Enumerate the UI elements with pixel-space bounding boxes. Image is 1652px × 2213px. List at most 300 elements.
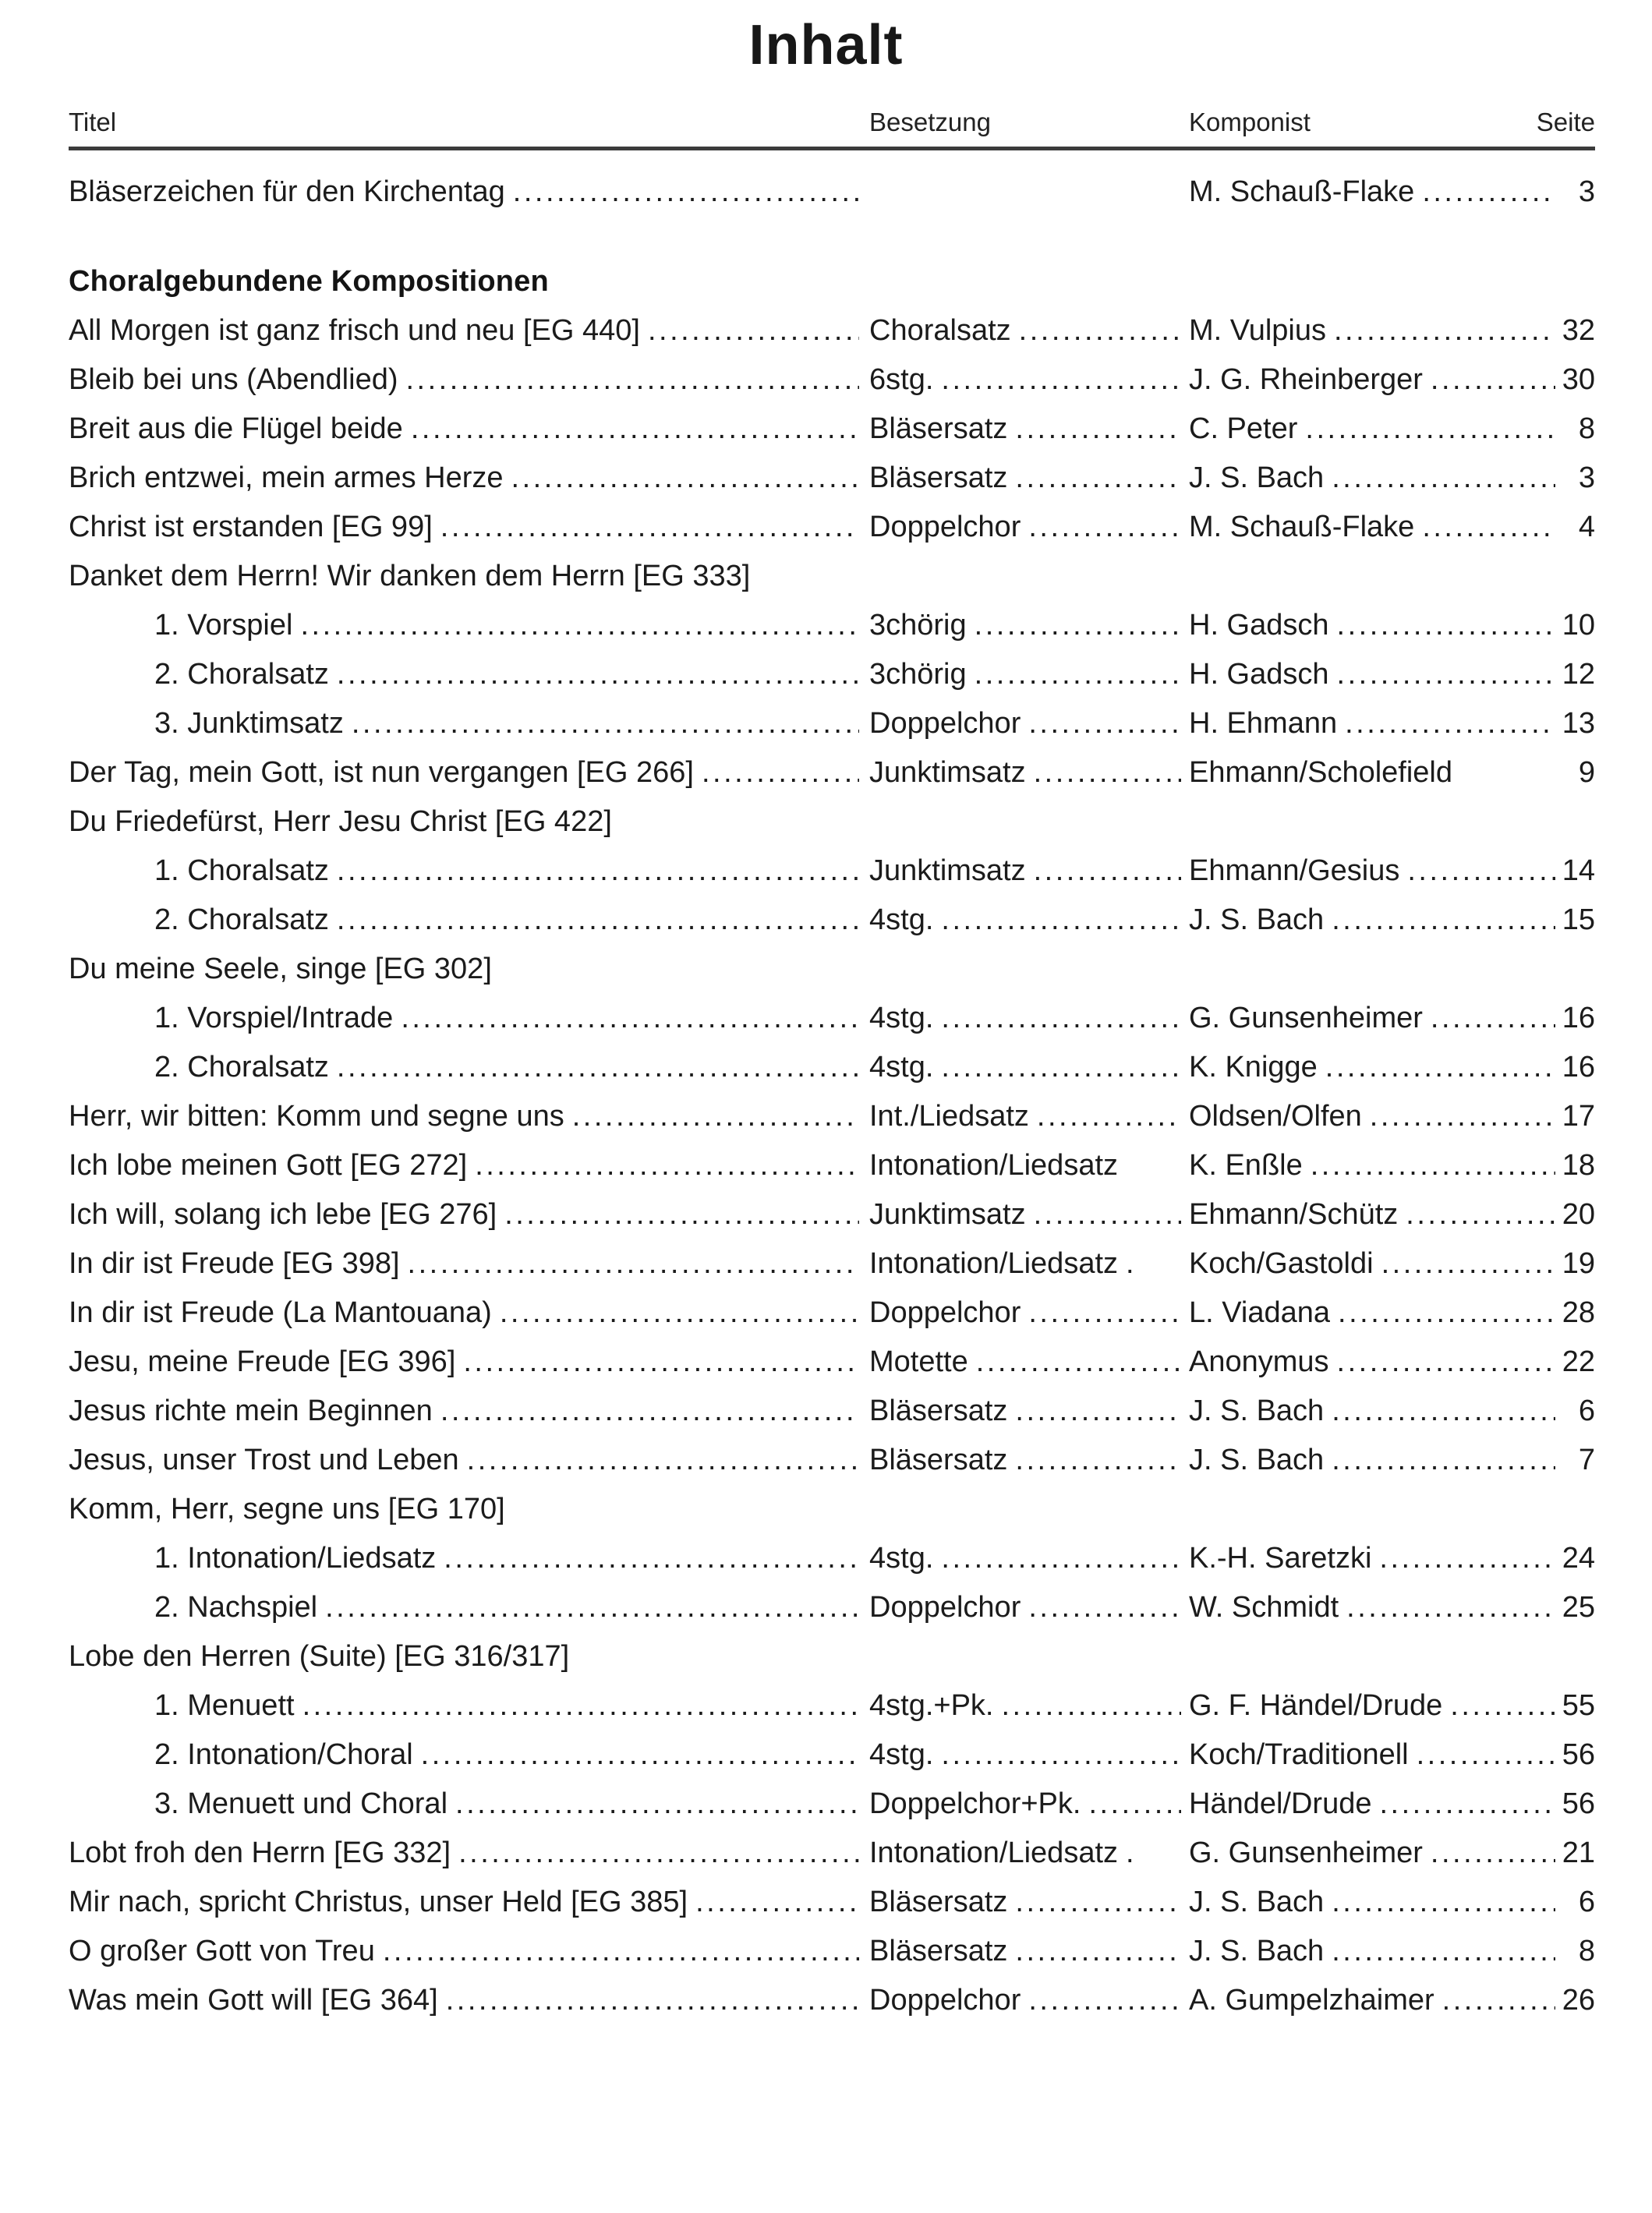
table-row[interactable] (69, 1534, 1595, 1583)
cell-titel (69, 1976, 865, 2025)
cell-komponist (1189, 896, 1562, 945)
cell-seite: 56 (1562, 1738, 1595, 1771)
cell-titel (69, 1927, 865, 1976)
dot-leader (648, 306, 859, 355)
cell-besetzung (869, 503, 1187, 552)
column-header-besetzung: Besetzung (869, 108, 991, 136)
komponist-text: Händel/Drude (1189, 1787, 1372, 1820)
titel-text: In dir ist Freude (La Mantouana) (69, 1296, 492, 1329)
cell-seite: 8 (1578, 1935, 1595, 1967)
cell-seite: 18 (1562, 1149, 1595, 1182)
table-row[interactable] (69, 847, 1595, 896)
cell-komponist (1189, 355, 1562, 405)
dot-leader (1332, 896, 1555, 945)
dot-leader (467, 1436, 859, 1485)
cell-besetzung (869, 405, 1187, 454)
titel-text: 2. Choralsatz (154, 903, 329, 936)
cell-seite: 4 (1578, 511, 1595, 543)
besetzung-text: 6stg. (869, 363, 934, 396)
cell-komponist (1189, 405, 1562, 454)
dot-leader (1332, 1387, 1555, 1436)
dot-leader (1034, 1190, 1181, 1239)
besetzung-text: Bläsersatz (869, 461, 1008, 494)
dot-leader (401, 994, 859, 1043)
table-row[interactable] (69, 1681, 1595, 1730)
besetzung-text: Intonation/Liedsatz (869, 1149, 1119, 1182)
group-title[interactable]: Du meine Seele, singe [EG 302] (69, 953, 492, 985)
komponist-text: Anonymus (1189, 1345, 1329, 1378)
table-row[interactable] (69, 1141, 1595, 1190)
besetzung-text: Doppelchor+Pk. (869, 1787, 1081, 1820)
cell-besetzung (869, 1927, 1187, 1976)
cell-titel (154, 1730, 865, 1780)
komponist-text: A. Gumpelzhaimer (1189, 1984, 1434, 2017)
cell-komponist (1189, 650, 1562, 699)
cell-titel (154, 1534, 865, 1583)
komponist-text: J. S. Bach (1189, 1935, 1325, 1967)
cell-titel (69, 306, 865, 355)
cell-besetzung (869, 847, 1187, 896)
dot-leader (941, 355, 1181, 405)
besetzung-text: 4stg. (869, 1542, 934, 1575)
komponist-text: C. Peter (1189, 412, 1298, 445)
dot-leader (337, 847, 859, 896)
cell-titel (69, 1338, 865, 1387)
cell-seite: 9 (1578, 756, 1595, 789)
cell-seite: 28 (1562, 1296, 1595, 1329)
titel-text: All Morgen ist ganz frisch und neu [EG 440] (69, 314, 640, 347)
dot-leader (941, 896, 1181, 945)
cell-seite: 10 (1562, 609, 1595, 642)
dot-leader (1019, 306, 1181, 355)
dot-leader (572, 1092, 859, 1141)
dot-leader (1037, 1092, 1181, 1141)
dot-leader (1332, 1436, 1555, 1485)
titel-text: 2. Nachspiel (154, 1591, 318, 1624)
table-row[interactable] (69, 1976, 1595, 2025)
dot-leader (446, 1976, 859, 2025)
cell-titel (154, 1043, 865, 1092)
table-row[interactable] (69, 601, 1595, 650)
dot-leader (504, 1190, 859, 1239)
cell-titel (154, 896, 865, 945)
cell-besetzung (869, 1289, 1187, 1338)
dot-leader (1305, 405, 1555, 454)
komponist-text: K.-H. Saretzki (1189, 1542, 1372, 1575)
cell-titel (69, 1387, 865, 1436)
cell-titel (154, 1681, 865, 1730)
cell-besetzung (869, 1780, 1187, 1829)
komponist-text: M. Vulpius (1189, 314, 1326, 347)
cell-komponist (1189, 1780, 1562, 1829)
dot-leader (1015, 1436, 1181, 1485)
table-row[interactable] (69, 1829, 1595, 1878)
column-header-komponist: Komponist (1189, 108, 1311, 136)
table-row[interactable] (69, 1338, 1595, 1387)
besetzung-text: Bläsersatz (869, 1935, 1008, 1967)
komponist-text: H. Gadsch (1189, 609, 1329, 642)
besetzung-text: 3chörig (869, 609, 967, 642)
dot-leader (975, 601, 1181, 650)
cell-besetzung (869, 454, 1187, 503)
dot-leader (941, 1534, 1181, 1583)
dot-leader (1015, 454, 1181, 503)
komponist-text: Ehmann/Gesius (1189, 854, 1400, 887)
dot-leader (337, 896, 859, 945)
dot-leader (1126, 1239, 1134, 1289)
cell-komponist (1189, 1092, 1562, 1141)
komponist-text: W. Schmidt (1189, 1591, 1339, 1624)
komponist-text: K. Knigge (1189, 1051, 1318, 1084)
dot-leader (1337, 1338, 1555, 1387)
toc-table (69, 108, 1595, 2025)
besetzung-text: 4stg.+Pk. (869, 1689, 994, 1722)
cell-titel (69, 1141, 865, 1190)
cell-seite: 3 (1578, 175, 1595, 208)
titel-text: O großer Gott von Treu (69, 1935, 375, 1967)
titel-text: Breit aus die Flügel beide (69, 412, 403, 445)
cell-besetzung (869, 1239, 1187, 1289)
cell-besetzung (869, 355, 1187, 405)
besetzung-text: Junktimsatz (869, 1198, 1026, 1231)
cell-seite: 24 (1562, 1542, 1595, 1575)
dot-leader (1028, 1976, 1181, 2025)
cell-besetzung (869, 994, 1187, 1043)
cell-besetzung (869, 1878, 1187, 1927)
dot-leader (440, 1387, 859, 1436)
table-row[interactable] (69, 1436, 1595, 1485)
cell-besetzung (869, 1976, 1187, 2025)
table-row[interactable] (69, 1092, 1595, 1141)
cell-titel (154, 699, 865, 748)
dot-leader (1337, 601, 1555, 650)
besetzung-text: Intonation/Liedsatz (869, 1247, 1119, 1280)
column-header-titel: Titel (69, 108, 117, 136)
column-header-row (69, 108, 1595, 143)
table-row[interactable] (69, 405, 1595, 454)
cell-titel (69, 1878, 865, 1927)
titel-text: 1. Vorspiel (154, 609, 293, 642)
titel-text: 1. Intonation/Liedsatz (154, 1542, 437, 1575)
dot-leader (1028, 699, 1181, 748)
group-title[interactable]: Komm, Herr, segne uns [EG 170] (69, 1493, 505, 1525)
table-row[interactable] (69, 454, 1595, 503)
cell-komponist (1189, 748, 1562, 797)
titel-text: Lobt froh den Herrn [EG 332] (69, 1837, 451, 1869)
komponist-text: Oldsen/Olfen (1189, 1100, 1362, 1133)
cell-komponist (1189, 1141, 1562, 1190)
besetzung-text: 4stg. (869, 1051, 934, 1084)
cell-titel (154, 1780, 865, 1829)
cell-seite: 3 (1578, 461, 1595, 494)
titel-text: Jesus, unser Trost und Leben (69, 1444, 459, 1476)
table-row[interactable] (69, 168, 1595, 217)
table-row[interactable] (69, 650, 1595, 699)
komponist-text: L. Viadana (1189, 1296, 1331, 1329)
komponist-text: Ehmann/Schütz (1189, 1198, 1399, 1231)
cell-komponist (1189, 1829, 1562, 1878)
table-row[interactable] (69, 1190, 1595, 1239)
table-row[interactable] (69, 1043, 1595, 1092)
cell-komponist (1189, 454, 1562, 503)
komponist-text: J. S. Bach (1189, 461, 1325, 494)
besetzung-text: Bläsersatz (869, 1395, 1008, 1427)
titel-text: 1. Choralsatz (154, 854, 329, 887)
komponist-text: H. Ehmann (1189, 707, 1338, 740)
cell-seite: 6 (1578, 1886, 1595, 1918)
titel-text: 2. Intonation/Choral (154, 1738, 413, 1771)
dot-leader (511, 454, 859, 503)
dot-leader (1346, 1583, 1555, 1632)
cell-seite: 21 (1562, 1837, 1595, 1869)
dot-leader (458, 1829, 859, 1878)
titel-text: 3. Junktimsatz (154, 707, 344, 740)
dot-leader (1345, 699, 1555, 748)
column-header-seite: Seite (1536, 108, 1595, 136)
dot-leader (302, 1681, 859, 1730)
table-row[interactable] (69, 994, 1595, 1043)
table-row[interactable] (69, 1730, 1595, 1780)
cell-komponist (1189, 994, 1562, 1043)
dot-leader (1337, 650, 1555, 699)
cell-komponist (1189, 1878, 1562, 1927)
dot-leader (1334, 306, 1555, 355)
cell-komponist (1189, 168, 1562, 217)
cell-komponist (1189, 1976, 1562, 2025)
table-row[interactable] (69, 503, 1595, 552)
dot-leader (1001, 1681, 1181, 1730)
cell-titel (154, 650, 865, 699)
titel-text: In dir ist Freude [EG 398] (69, 1247, 400, 1280)
table-row[interactable] (69, 1878, 1595, 1927)
dot-leader (411, 405, 859, 454)
cell-seite: 19 (1562, 1247, 1595, 1280)
komponist-text: J. S. Bach (1189, 1395, 1325, 1427)
komponist-text: G. Gunsenheimer (1189, 1837, 1423, 1869)
dot-leader (300, 601, 859, 650)
besetzung-text: Junktimsatz (869, 854, 1026, 887)
besetzung-text: Choralsatz (869, 314, 1011, 347)
cell-komponist (1189, 1043, 1562, 1092)
cell-komponist (1189, 1289, 1562, 1338)
table-row[interactable] (69, 1387, 1595, 1436)
dot-leader (337, 650, 859, 699)
komponist-text: G. Gunsenheimer (1189, 1002, 1423, 1034)
dot-leader (1028, 1289, 1181, 1338)
cell-besetzung (869, 1534, 1187, 1583)
dot-leader (1015, 1927, 1181, 1976)
cell-besetzung (869, 1583, 1187, 1632)
titel-text: Ich lobe meinen Gott [EG 272] (69, 1149, 468, 1182)
titel-text: Herr, wir bitten: Komm und segne uns (69, 1100, 564, 1133)
cell-besetzung (869, 699, 1187, 748)
dot-leader (337, 1043, 859, 1092)
cell-besetzung (869, 1043, 1187, 1092)
dot-leader (383, 1927, 859, 1976)
cell-titel (69, 454, 865, 503)
cell-titel (69, 503, 865, 552)
cell-besetzung (869, 1338, 1187, 1387)
cell-komponist (1189, 1534, 1562, 1583)
toc-rows (69, 168, 1595, 2025)
cell-titel (154, 994, 865, 1043)
cell-komponist (1189, 306, 1562, 355)
komponist-text: M. Schauß-Flake (1189, 511, 1415, 543)
komponist-text: Koch/Traditionell (1189, 1738, 1409, 1771)
table-row[interactable] (69, 1239, 1595, 1289)
table-row[interactable] (69, 1583, 1595, 1632)
cell-titel (154, 1583, 865, 1632)
cell-seite: 13 (1562, 707, 1595, 740)
besetzung-text: Intonation/Liedsatz (869, 1837, 1119, 1869)
cell-komponist (1189, 1583, 1562, 1632)
table-row[interactable] (69, 355, 1595, 405)
cell-seite: 30 (1562, 363, 1595, 396)
titel-text: 2. Choralsatz (154, 658, 329, 691)
cell-titel (69, 1190, 865, 1239)
table-row[interactable] (69, 699, 1595, 748)
dot-leader (408, 1239, 859, 1289)
dot-leader (941, 994, 1181, 1043)
dot-leader (463, 1338, 859, 1387)
table-row[interactable] (69, 1927, 1595, 1976)
cell-besetzung (869, 650, 1187, 699)
titel-text: Ich will, solang ich lebe [EG 276] (69, 1198, 497, 1231)
dot-leader (1332, 454, 1555, 503)
cell-komponist (1189, 1338, 1562, 1387)
cell-seite: 15 (1562, 903, 1595, 936)
section-heading: Choralgebundene Kompositionen (69, 265, 549, 298)
komponist-text: H. Gadsch (1189, 658, 1329, 691)
dot-leader (1126, 1829, 1134, 1878)
dot-leader (444, 1534, 859, 1583)
cell-besetzung (869, 896, 1187, 945)
besetzung-text: Junktimsatz (869, 756, 1026, 789)
besetzung-text: Motette (869, 1345, 968, 1378)
table-row[interactable] (69, 1780, 1595, 1829)
cell-seite: 17 (1562, 1100, 1595, 1133)
besetzung-text: Int./Liedsatz (869, 1100, 1029, 1133)
titel-text: Christ ist erstanden [EG 99] (69, 511, 433, 543)
header-divider (69, 147, 1595, 150)
dot-leader (352, 699, 859, 748)
cell-seite: 7 (1578, 1444, 1595, 1476)
komponist-text: G. F. Händel/Drude (1189, 1689, 1443, 1722)
cell-besetzung (869, 1141, 1187, 1190)
cell-komponist (1189, 1730, 1562, 1780)
titel-text: Was mein Gott will [EG 364] (69, 1984, 438, 2017)
cell-besetzung (869, 168, 1187, 217)
titel-text: Jesus richte mein Beginnen (69, 1395, 433, 1427)
table-row[interactable] (69, 1289, 1595, 1338)
besetzung-text: 4stg. (869, 1738, 934, 1771)
komponist-text: M. Schauß-Flake (1189, 175, 1415, 208)
cell-besetzung (869, 306, 1187, 355)
cell-komponist (1189, 1387, 1562, 1436)
titel-text: Brich entzwei, mein armes Herze (69, 461, 504, 494)
cell-titel (69, 1436, 865, 1485)
titel-text: 1. Vorspiel/Intrade (154, 1002, 394, 1034)
dot-leader (1034, 847, 1181, 896)
page-title: Inhalt (748, 14, 904, 76)
besetzung-text: Doppelchor (869, 1591, 1021, 1624)
table-row[interactable] (69, 306, 1595, 355)
cell-seite: 26 (1562, 1984, 1595, 2017)
dot-leader (500, 1289, 859, 1338)
dot-leader (1028, 1583, 1181, 1632)
titel-text: 2. Choralsatz (154, 1051, 329, 1084)
cell-besetzung (869, 601, 1187, 650)
group-title[interactable]: Lobe den Herren (Suite) [EG 316/317] (69, 1640, 570, 1673)
cell-titel (69, 1289, 865, 1338)
table-row[interactable] (69, 896, 1595, 945)
cell-seite: 20 (1562, 1198, 1595, 1231)
cell-titel (69, 1239, 865, 1289)
cell-seite: 16 (1562, 1051, 1595, 1084)
dot-leader (1015, 1387, 1181, 1436)
table-row[interactable] (69, 748, 1595, 797)
dot-leader (941, 1730, 1181, 1780)
dot-leader (976, 1338, 1181, 1387)
dot-leader (421, 1730, 859, 1780)
komponist-text: K. Enßle (1189, 1149, 1303, 1182)
cell-besetzung (869, 1829, 1187, 1878)
cell-seite: 12 (1562, 658, 1595, 691)
cell-komponist (1189, 1436, 1562, 1485)
cell-titel (69, 168, 865, 217)
dot-leader (941, 1043, 1181, 1092)
besetzung-text: Bläsersatz (869, 1444, 1008, 1476)
dot-leader (1332, 1927, 1555, 1976)
titel-text: Bläserzeichen für den Kirchentag (69, 175, 505, 208)
titel-text: 1. Menuett (154, 1689, 295, 1722)
besetzung-text: Doppelchor (869, 511, 1021, 543)
cell-seite: 8 (1578, 412, 1595, 445)
dot-leader (695, 1878, 859, 1927)
besetzung-text: Doppelchor (869, 707, 1021, 740)
cell-komponist (1189, 601, 1562, 650)
cell-seite: 32 (1562, 314, 1595, 347)
cell-titel (154, 847, 865, 896)
besetzung-text: Doppelchor (869, 1984, 1021, 2017)
titel-text: Mir nach, spricht Christus, unser Held [EG 385] (69, 1886, 688, 1918)
group-title[interactable]: Du Friedefürst, Herr Jesu Christ [EG 422] (69, 805, 612, 838)
cell-komponist (1189, 1927, 1562, 1976)
cell-seite: 25 (1562, 1591, 1595, 1624)
cell-titel (69, 748, 865, 797)
cell-besetzung (869, 1681, 1187, 1730)
komponist-text: J. S. Bach (1189, 1444, 1325, 1476)
group-title[interactable]: Danket dem Herrn! Wir danken dem Herrn [EG 333] (69, 560, 751, 592)
titel-text: Bleib bei uns (Abendlied) (69, 363, 398, 396)
cell-seite: 55 (1562, 1689, 1595, 1722)
besetzung-text: 3chörig (869, 658, 967, 691)
cell-komponist (1189, 1681, 1562, 1730)
titel-text: 3. Menuett und Choral (154, 1787, 448, 1820)
cell-titel (69, 405, 865, 454)
dot-leader (325, 1583, 859, 1632)
dot-leader (1015, 405, 1181, 454)
komponist-text: J. S. Bach (1189, 1886, 1325, 1918)
titel-text: Jesu, meine Freude [EG 396] (69, 1345, 456, 1378)
dot-leader (1034, 748, 1181, 797)
cell-besetzung (869, 1092, 1187, 1141)
dot-leader (1028, 503, 1181, 552)
cell-seite: 56 (1562, 1787, 1595, 1820)
cell-besetzung (869, 1387, 1187, 1436)
besetzung-text: Bläsersatz (869, 412, 1008, 445)
cell-titel (69, 355, 865, 405)
